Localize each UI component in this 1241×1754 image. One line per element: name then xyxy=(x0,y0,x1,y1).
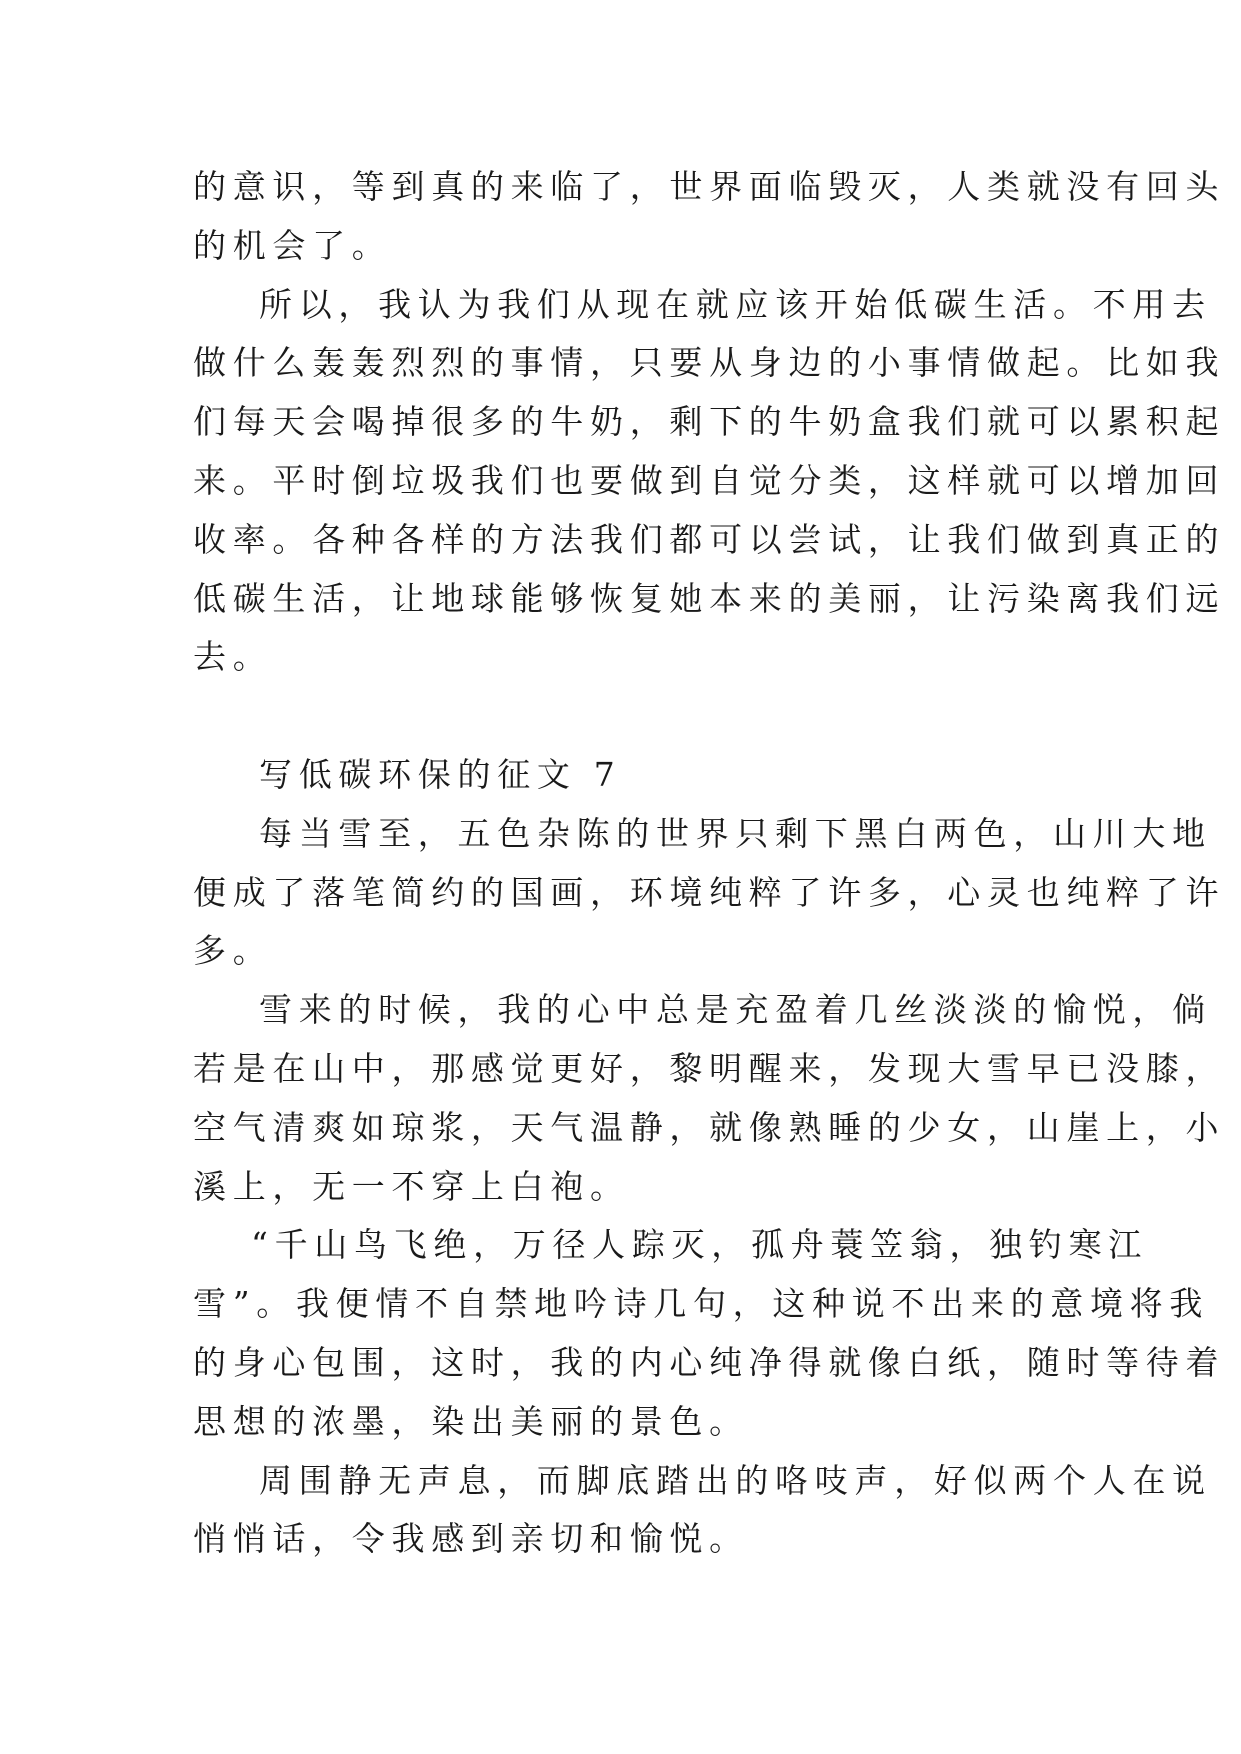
text-line: 若是在山中，那感觉更好，黎明醒来，发现大雪早已没膝， xyxy=(193,1048,1226,1088)
paragraph-snow-arrives xyxy=(193,805,1226,981)
text-line: 便成了落笔简约的国画，环境纯粹了许多，心灵也纯粹了许 xyxy=(193,872,1226,912)
text-line: 每当雪至，五色杂陈的世界只剩下黑白两色，山川大地 xyxy=(259,813,1212,853)
text-line: 溪上，无一不穿上白袍。 xyxy=(193,1166,630,1206)
text-line: 来。平时倒垃圾我们也要做到自觉分类，这样就可以增加回 xyxy=(193,460,1226,500)
text-line: “千山鸟飞绝，万径人踪灭，孤舟蓑笠翁，独钓寒江 xyxy=(251,1225,1148,1265)
section-heading: 写低碳环保的征文 7 xyxy=(259,754,622,794)
blank-line xyxy=(193,687,1053,746)
text-line: 去。 xyxy=(193,637,273,677)
text-line: 空气清爽如琼浆，天气温静，就像熟睡的少女，山崖上，小 xyxy=(193,1107,1226,1147)
text-line: 收率。各种各样的方法我们都可以尝试，让我们做到真正的 xyxy=(193,519,1226,559)
text-line: 做什么轰轰烈烈的事情，只要从身边的小事情做起。比如我 xyxy=(193,343,1226,383)
paragraph-continuation xyxy=(193,158,1226,276)
paragraph-snow-mood xyxy=(193,981,1226,1216)
text-line: 思想的浓墨，染出美丽的景色。 xyxy=(193,1401,749,1441)
text-line: 悄悄话，令我感到亲切和愉悦。 xyxy=(193,1519,749,1559)
text-line: 雪来的时候，我的心中总是充盈着几丝淡淡的愉悦，倘 xyxy=(259,990,1212,1030)
text-line: 所以，我认为我们从现在就应该开始低碳生活。不用去 xyxy=(259,284,1212,324)
text-line: 低碳生活，让地球能够恢复她本来的美丽，让污染离我们远 xyxy=(193,578,1226,618)
document-body xyxy=(193,158,1226,1569)
text-line: 的机会了。 xyxy=(193,225,392,265)
paragraph-poem-quote xyxy=(193,1216,1226,1451)
text-line: 雪”。我便情不自禁地吟诗几句，这种说不出来的意境将我 xyxy=(193,1284,1210,1324)
paragraph-low-carbon-action xyxy=(193,276,1226,688)
text-line: 周围静无声息，而脚底踏出的咯吱声，好似两个人在说 xyxy=(259,1460,1212,1500)
paragraph-quiet-surroundings xyxy=(193,1452,1212,1570)
text-line: 多。 xyxy=(193,931,273,971)
text-line: 的身心包围，这时，我的内心纯净得就像白纸，随时等待着 xyxy=(193,1342,1226,1382)
text-line: 们每天会喝掉很多的牛奶，剩下的牛奶盒我们就可以累积起 xyxy=(193,402,1226,442)
text-line: 的意识，等到真的来临了，世界面临毁灭，人类就没有回头 xyxy=(193,167,1226,206)
